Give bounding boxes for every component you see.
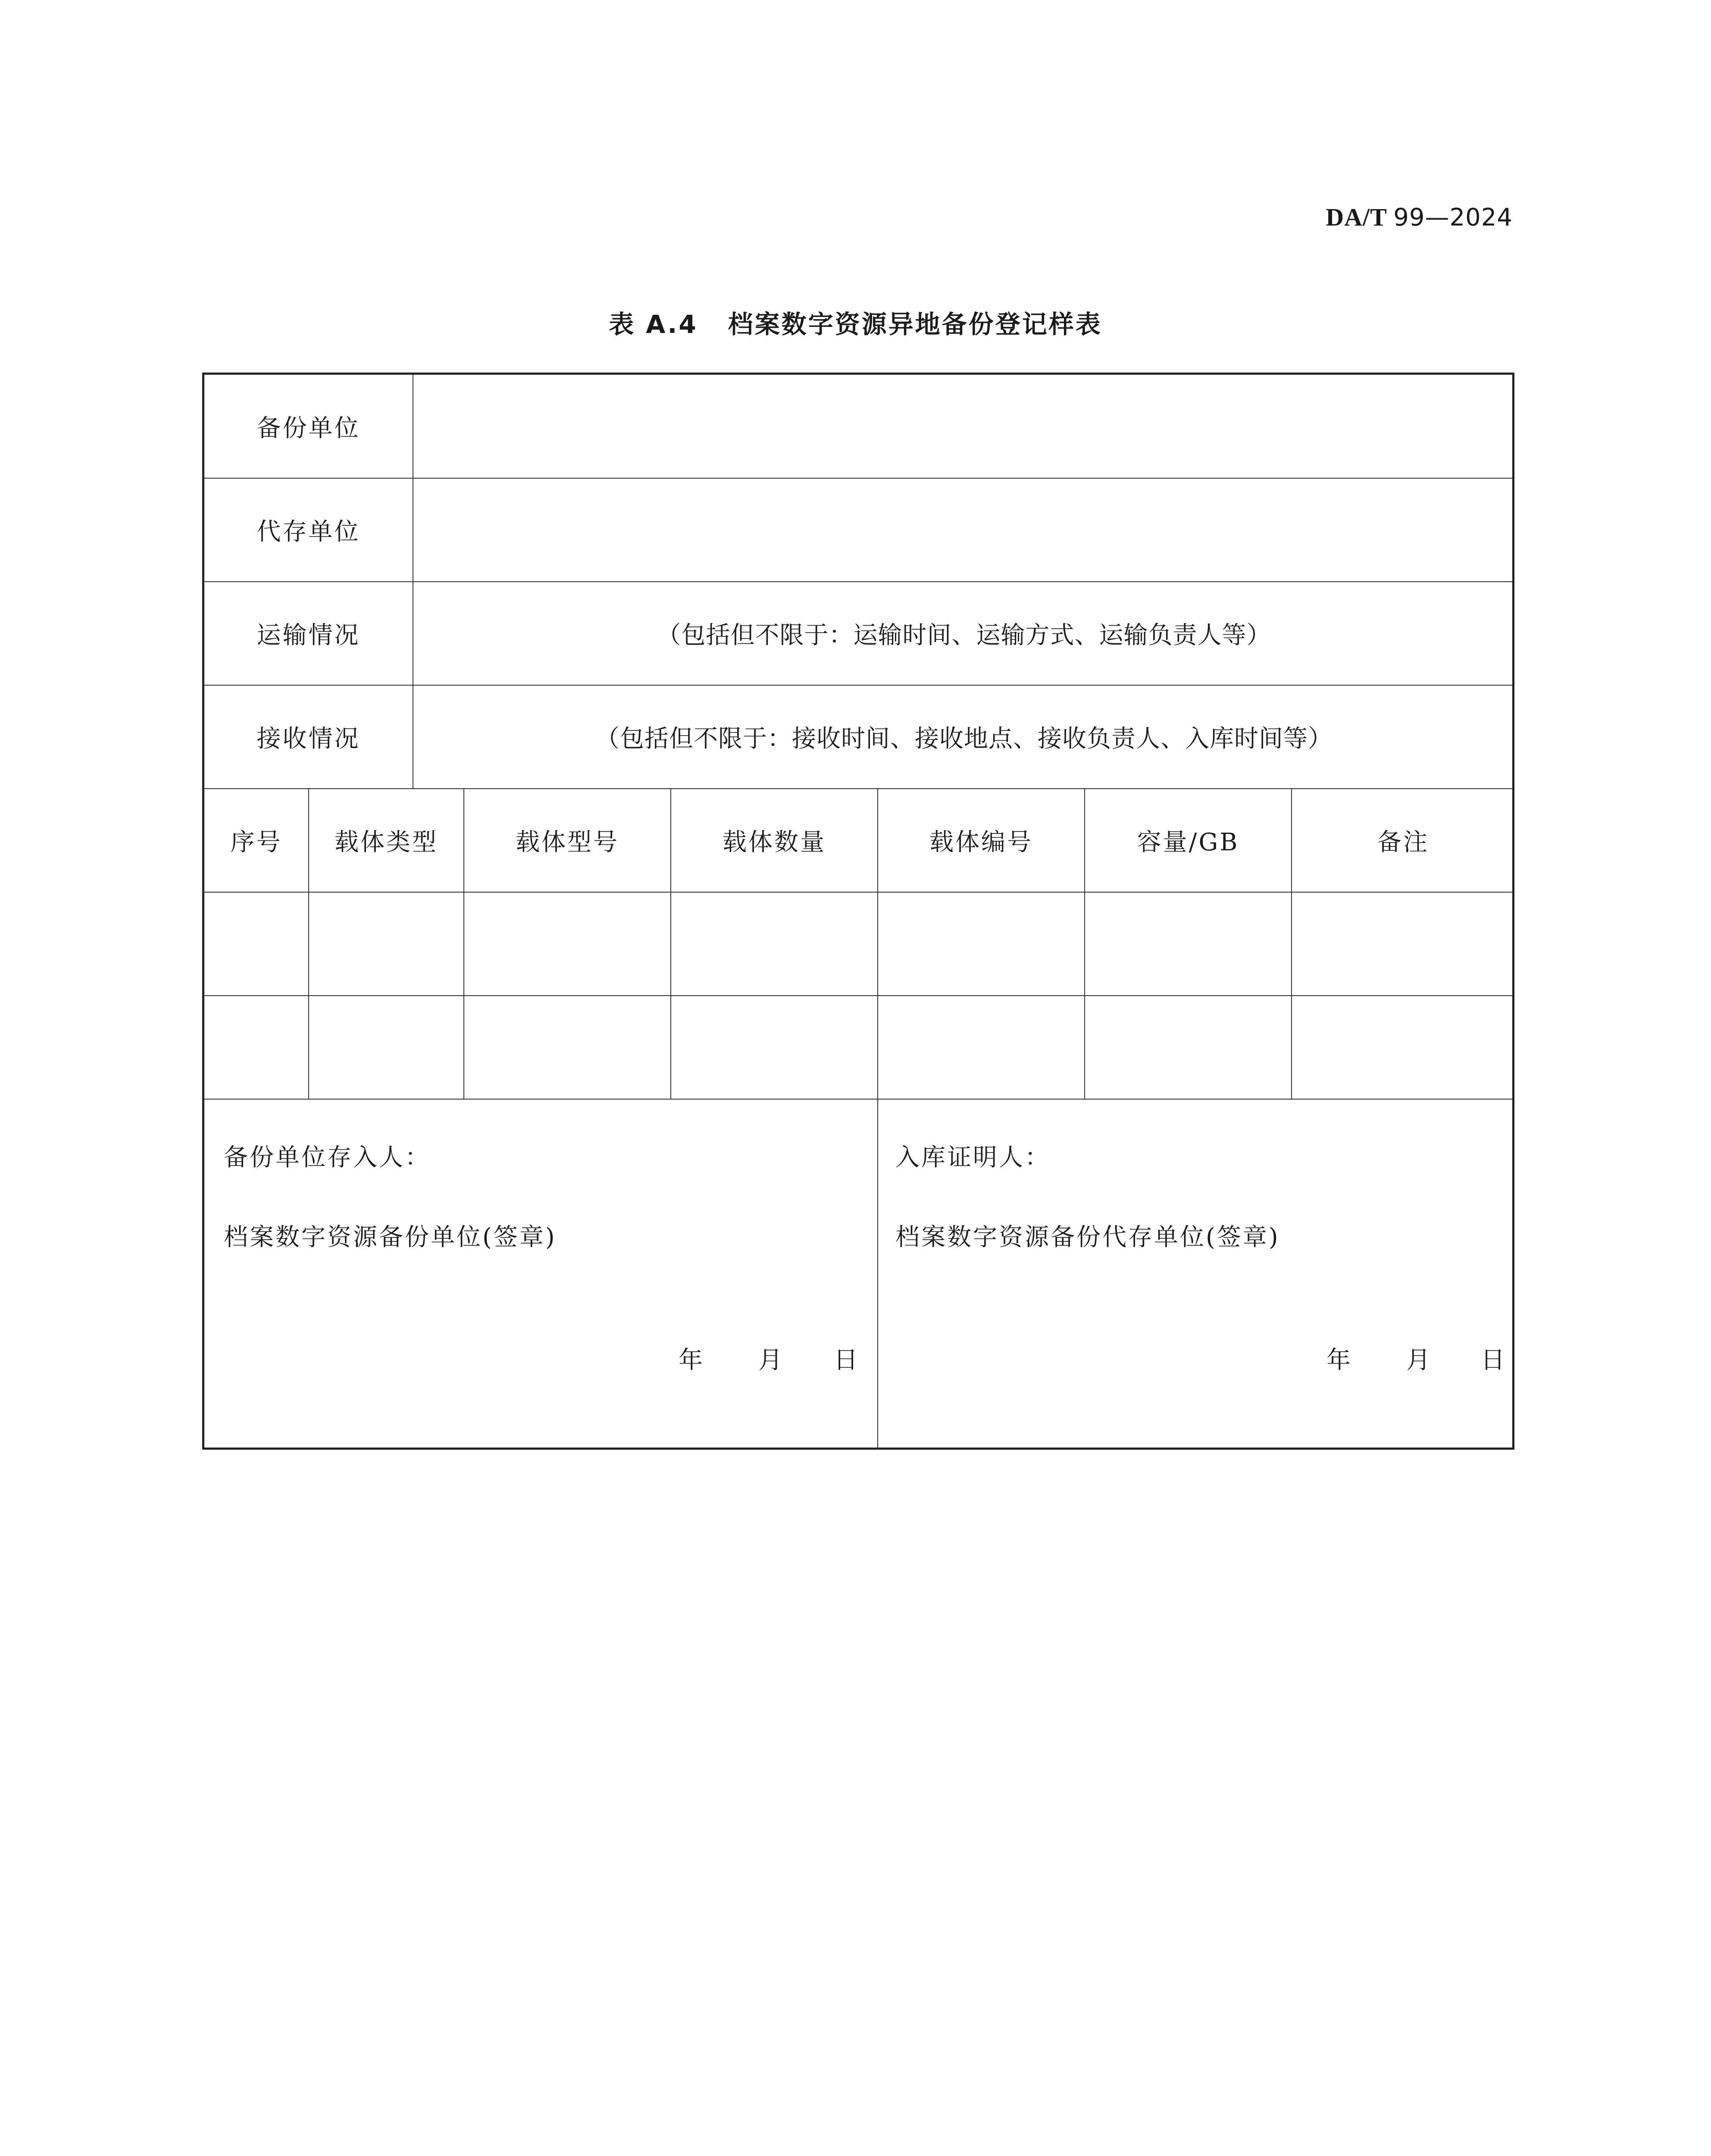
- info-label: 运输情况: [204, 582, 413, 685]
- table-title: [0, 304, 1711, 340]
- standard-number: 99—2024: [1393, 204, 1513, 232]
- table-cell[interactable]: [1292, 893, 1514, 995]
- date-year: 年: [1326, 1346, 1351, 1374]
- info-value[interactable]: [413, 375, 1514, 478]
- table-cell[interactable]: [464, 996, 671, 1099]
- table-cell[interactable]: [204, 996, 309, 1099]
- info-value[interactable]: [413, 479, 1514, 581]
- info-row-backup-unit: [204, 375, 1512, 479]
- registration-form: [202, 373, 1514, 1450]
- table-cell[interactable]: [1085, 996, 1292, 1099]
- table-cell[interactable]: [878, 996, 1085, 1099]
- table-row: [204, 893, 1512, 996]
- info-row-custody-unit: [204, 479, 1512, 582]
- date-day: 日: [834, 1346, 858, 1374]
- table-cell[interactable]: [671, 893, 878, 995]
- table-cell[interactable]: [309, 893, 464, 995]
- table-title-text: 档案数字资源异地备份登记样表: [728, 310, 1102, 339]
- backup-unit-seal: 档案数字资源备份单位(签章): [224, 1223, 557, 1251]
- signature-area: [204, 1100, 1512, 1450]
- column-header: 载体类型: [309, 789, 464, 892]
- table-cell[interactable]: [1292, 996, 1514, 1099]
- table-cell[interactable]: [464, 893, 671, 995]
- info-label: 接收情况: [204, 686, 413, 788]
- column-header: 容量/GB: [1085, 789, 1292, 892]
- table-cell[interactable]: [204, 893, 309, 995]
- column-header-row: [204, 789, 1512, 893]
- table-cell[interactable]: [878, 893, 1085, 995]
- date-day: 日: [1481, 1346, 1505, 1374]
- table-label: 表 A.4: [609, 310, 698, 339]
- table-cell[interactable]: [309, 996, 464, 1099]
- column-header: 载体数量: [671, 789, 878, 892]
- custody-unit-seal: 档案数字资源备份代存单位(签章): [895, 1223, 1280, 1251]
- depositor-label: 备份单位存入人：: [224, 1144, 431, 1172]
- column-header: 备注: [1377, 828, 1429, 856]
- table-row: [204, 996, 1512, 1100]
- column-header: 载体型号: [464, 789, 671, 892]
- date-year: 年: [679, 1346, 703, 1374]
- standard-prefix: DA/T: [1326, 203, 1394, 231]
- column-header: 载体编号: [878, 789, 1085, 892]
- table-cell[interactable]: [671, 996, 878, 1099]
- signature-right: [878, 1100, 1514, 1450]
- signature-left: [204, 1100, 878, 1450]
- witness-label: 入库证明人：: [895, 1144, 1051, 1172]
- date-month: 月: [1406, 1346, 1430, 1374]
- info-label: 代存单位: [204, 479, 413, 581]
- info-value[interactable]: （包括但不限于：运输时间、运输方式、运输负责人等）: [657, 621, 1271, 649]
- table-cell[interactable]: [1085, 893, 1292, 995]
- standard-code: [1326, 203, 1513, 232]
- info-value[interactable]: （包括但不限于：接收时间、接收地点、接收负责人、入库时间等）: [595, 725, 1333, 753]
- info-row-transport: [204, 582, 1512, 686]
- info-row-receiving: [204, 686, 1512, 789]
- info-label: 备份单位: [204, 375, 413, 478]
- date-month: 月: [758, 1346, 782, 1374]
- column-header: 序号: [204, 789, 309, 892]
